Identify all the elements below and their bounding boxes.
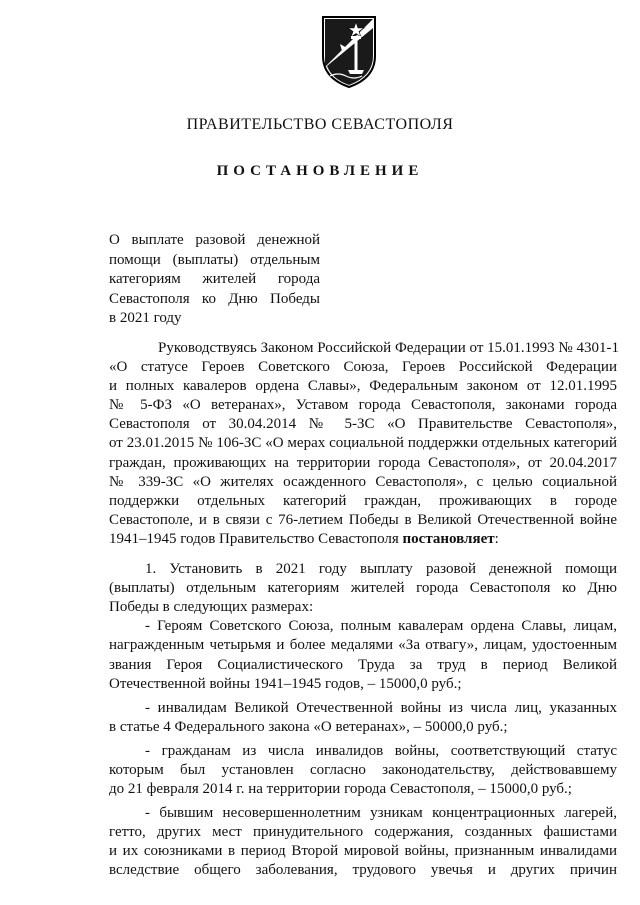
item-1-paragraph xyxy=(109,560,617,617)
preamble-colon: : xyxy=(494,530,499,547)
preamble-paragraph xyxy=(109,339,617,549)
paragraph-line: до 21 февраля 2014 г. на территории города Севастополя, – 15000,0 руб.; xyxy=(109,781,572,798)
paragraph-line: «О статусе Героев Советского Союза, Героев Российской Федерации xyxy=(109,359,617,376)
subject-line: Севастополя ко Дню Победы xyxy=(109,290,320,307)
paragraph-line: № 339-ЗС «О жителях осажденного Севастополя», с целью социальной xyxy=(109,473,617,490)
bullet-war-invalids xyxy=(109,699,617,737)
subject-line: в 2021 году xyxy=(109,310,182,327)
paragraph-line: граждан, проживающих на территории города Севастополя», от 20.04.2017 xyxy=(109,454,617,471)
document-subject xyxy=(109,231,320,329)
paragraph-line: поддержки отдельных категорий граждан, проживающих в городе xyxy=(109,492,617,509)
sevastopol-coat-of-arms-icon xyxy=(318,14,380,90)
preamble-closing-text: 1941–1945 годов Правительство Севастополя xyxy=(109,530,403,547)
government-title: ПРАВИТЕЛЬСТВО СЕВАСТОПОЛЯ xyxy=(186,116,454,133)
paragraph-line: Севастополя от 30.04.2014 № 5-ЗС «О Правительстве Севастополя», xyxy=(109,416,617,433)
paragraph-line: Севастополе, и в связи с 76-летием Победы в Великой Отечественной войне xyxy=(109,511,617,528)
paragraph-line: (выплаты) отдельным категориям жителей города Севастополя ко Дню xyxy=(109,580,617,597)
paragraph-line: Руководствуясь Законом Российской Федерации от 15.01.1993 № 4301-1 xyxy=(158,340,619,356)
paragraph-line: 1. Установить в 2021 году выплату разовой денежной помощи xyxy=(145,561,617,578)
subject-line: категориям жителей города xyxy=(109,271,320,288)
paragraph-line: Отечественной войны 1941–1945 годов, – 15000,0 руб.; xyxy=(109,675,462,692)
paragraph-line: которым был установлен согласно законодательству, действовавшему xyxy=(109,761,617,778)
paragraph-line: Победы в следующих размерах: xyxy=(109,599,314,616)
paragraph-line: и их союзниками в период Второй мировой войны, признанным инвалидами xyxy=(109,843,617,860)
subject-line: помощи (выплаты) отдельным xyxy=(109,251,320,268)
paragraph-line xyxy=(109,530,617,549)
bullet-heroes xyxy=(109,617,617,693)
paragraph-line: - инвалидам Великой Отечественной войны из числа лиц, указанных xyxy=(145,699,617,716)
document-type-heading: ПОСТАНОВЛЕНИЕ xyxy=(216,163,424,179)
paragraph-line: гетто, других мест принудительного содержания, созданных фашистами xyxy=(109,824,617,841)
bullet-war-invalid-status xyxy=(109,742,617,799)
paragraph-line: вследствие общего заболевания, трудового увечья и других причин xyxy=(109,862,617,879)
paragraph-line: в статье 4 Федерального закона «О ветеранах», – 50000,0 руб.; xyxy=(109,718,508,735)
paragraph-line: от 23.01.2015 № 106-ЗС «О мерах социальной поддержки отдельных категорий xyxy=(109,435,617,452)
paragraph-line: звания Героя Социалистического Труда за труд в период Великой xyxy=(109,656,617,673)
paragraph-line: № 5-ФЗ «О ветеранах», Уставом города Севастополя, законами города xyxy=(109,397,617,414)
paragraph-line: - бывшим несовершеннолетним узникам концентрационных лагерей, xyxy=(145,805,617,822)
bullet-former-prisoners xyxy=(109,804,617,880)
paragraph-line: награжденным четырьмя и более медалями «За отвагу», лицам, удостоенным xyxy=(109,637,617,654)
document-body xyxy=(109,339,617,881)
paragraph-line: и полных кавалеров ордена Славы», Федеральным законом от 12.01.1995 xyxy=(109,378,617,395)
paragraph-line: - гражданам из числа инвалидов войны, соответствующий статус xyxy=(145,742,617,759)
paragraph-line: - Героям Советского Союза, полным кавалерам ордена Славы, лицам, xyxy=(145,618,617,635)
subject-line: О выплате разовой денежной xyxy=(109,232,320,248)
resolves-keyword: постановляет xyxy=(402,530,495,547)
